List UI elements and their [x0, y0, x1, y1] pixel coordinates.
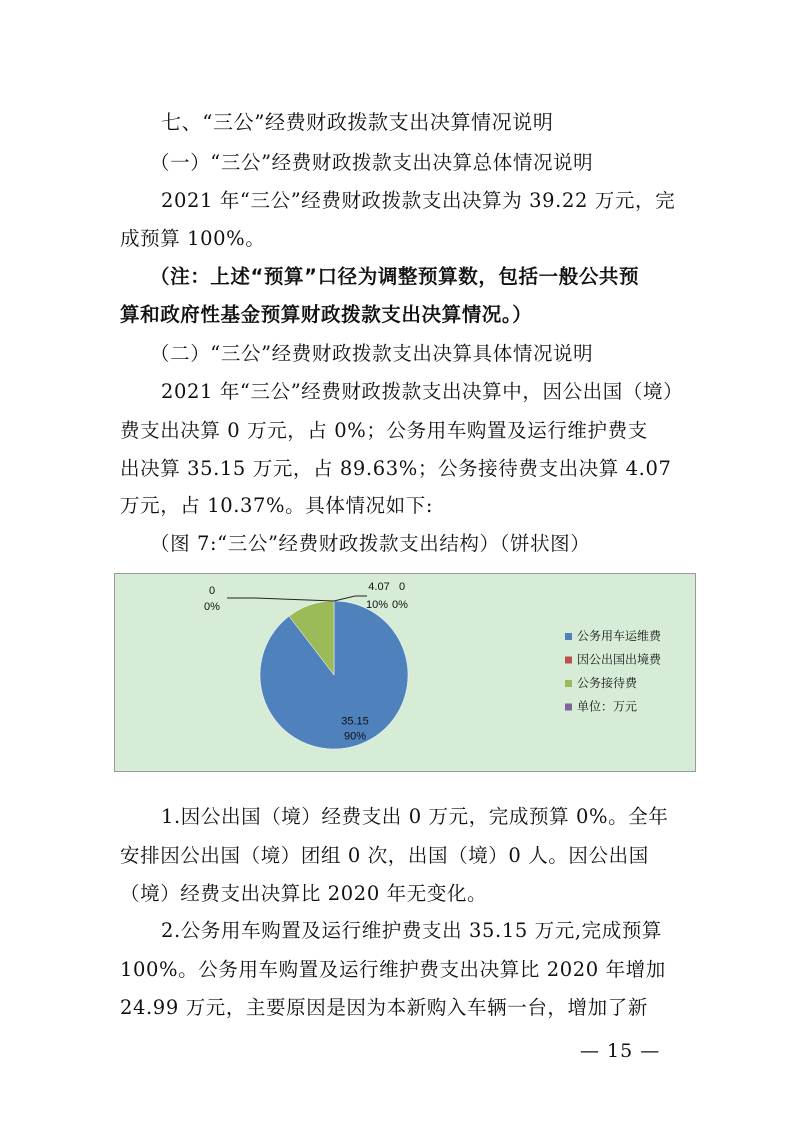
data-label-value: 4.07 — [368, 581, 390, 593]
subsection-heading-1: （一）“三公”经费财政拨款支出决算总体情况说明 — [150, 151, 594, 174]
paragraph-line: 成预算 100%。 — [120, 227, 266, 250]
legend-label: 因公出国出境费 — [577, 652, 662, 667]
legend-label: 公务接待费 — [577, 676, 638, 690]
data-label-percent: 0% — [204, 601, 220, 613]
paragraph-line: 2.公务用车购置及运行维护费支出 35.15 万元,完成预算 — [161, 919, 663, 942]
paragraph-line: 2021 年“三公”经费财政拨款支出决算中，因公出国（境） — [161, 380, 684, 403]
paragraph-line: 1.因公出国（境）经费支出 0 万元，完成预算 0%。全年 — [161, 805, 669, 828]
note-line: 算和政府性基金预算财政拨款支出决算情况。） — [120, 303, 533, 326]
paragraph-line: 费支出决算 0 万元，占 0%；公务用车购置及运行维护费支 — [120, 419, 648, 442]
legend-label: 公务用车运维费 — [577, 629, 662, 643]
legend-swatch — [565, 704, 572, 711]
legend-swatch — [565, 657, 572, 664]
legend-label: 单位：万元 — [577, 699, 638, 714]
data-label-value: 35.15 — [341, 715, 369, 728]
data-label-percent: 0% — [392, 599, 408, 611]
pie-chart — [114, 573, 696, 772]
pie-chart-svg — [115, 574, 697, 773]
page-number: — 15 — — [580, 1040, 661, 1062]
data-label-value: 0 — [208, 585, 216, 597]
data-label-percent: 10% — [365, 599, 389, 611]
data-label-percent: 90% — [344, 730, 367, 743]
figure-caption: （图 7:“三公”经费财政拨款支出结构）（饼状图） — [150, 532, 591, 555]
paragraph-line: 出决算 35.15 万元，占 89.63%；公务接待费支出决算 4.07 — [120, 457, 672, 480]
paragraph-line: 安排因公出国（境）团组 0 次，出国（境）0 人。因公出国 — [120, 844, 649, 867]
subsection-heading-2: （二）“三公”经费财政拨款支出决算具体情况说明 — [150, 342, 594, 365]
note-line: （注：上述“预算”口径为调整预算数，包括一般公共预 — [150, 265, 640, 288]
legend-swatch — [565, 633, 572, 640]
paragraph-line: 100%。公务用车购置及运行维护费支出决算比 2020 年增加 — [120, 958, 666, 981]
leader-line — [334, 596, 367, 601]
leader-line — [227, 598, 334, 601]
legend-swatch — [565, 680, 572, 687]
section-heading: 七、“三公”经费财政拨款支出决算情况说明 — [161, 110, 554, 134]
paragraph-line: 万元，占 10.37%。具体情况如下: — [120, 494, 434, 517]
paragraph-line: （境）经费支出决算比 2020 年无变化。 — [120, 882, 488, 905]
paragraph-line: 2021 年“三公”经费财政拨款支出决算为 39.22 万元，完 — [161, 189, 676, 212]
data-label-value: 0 — [398, 581, 406, 593]
paragraph-line: 24.99 万元，主要原因是因为本新购入车辆一台，增加了新 — [120, 996, 648, 1019]
